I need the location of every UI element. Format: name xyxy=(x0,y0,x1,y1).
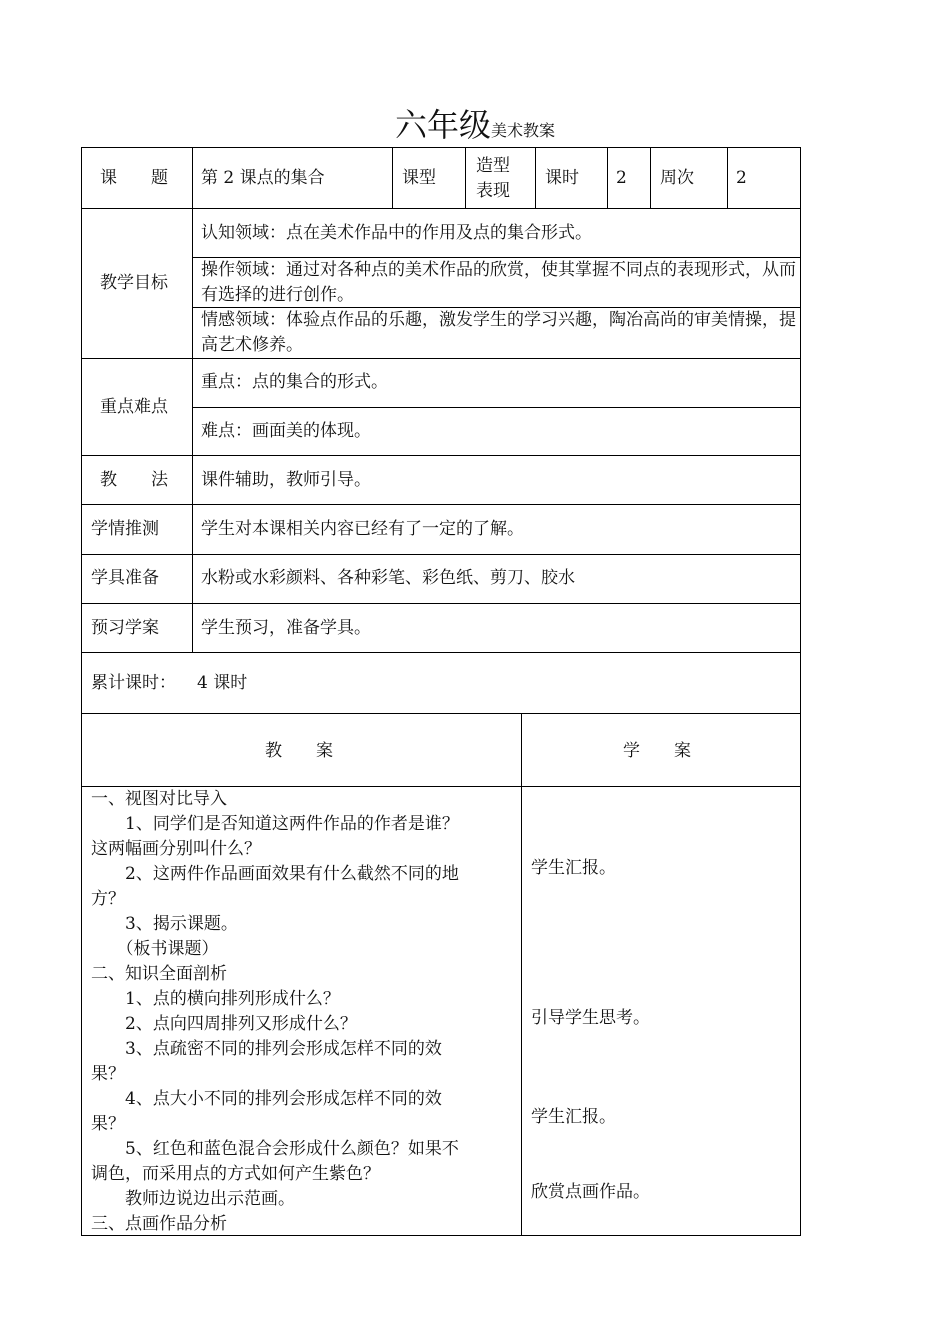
column-divider xyxy=(192,147,193,652)
row-divider xyxy=(81,713,801,714)
topic-label: 课 题 xyxy=(100,168,168,188)
row-divider xyxy=(81,208,801,209)
teacher-plan-header: 教 案 xyxy=(265,741,333,761)
row-divider xyxy=(81,455,801,456)
student-analysis-label: 学情推测 xyxy=(91,519,159,539)
student-plan-item: 欣赏点画作品。 xyxy=(531,1182,650,1202)
student-analysis-value: 学生对本课相关内容已经有了一定的了解。 xyxy=(201,519,524,539)
column-divider xyxy=(465,147,466,208)
hours-label: 课时 xyxy=(545,168,579,188)
objectives-label: 教学目标 xyxy=(100,273,168,293)
type-value-line2: 表现 xyxy=(476,181,510,201)
column-divider xyxy=(521,713,522,1236)
column-divider xyxy=(650,147,651,208)
preview-value: 学生预习，准备学具。 xyxy=(201,618,371,638)
grade-title: 六年级 xyxy=(394,106,491,144)
method-label: 教 法 xyxy=(100,470,168,490)
objective-operation: 操作领域：通过对各种点的美术作品的欣赏，使其掌握不同点的表现形式，从而有选择的进行创作。 xyxy=(201,260,796,305)
row-divider xyxy=(81,603,801,604)
objective-cognitive: 认知领域：点在美术作品中的作用及点的集合形式。 xyxy=(201,223,592,243)
week-label: 周次 xyxy=(660,168,694,188)
topic-value: 第 2 课点的集合 xyxy=(201,168,325,188)
page-title xyxy=(0,100,950,146)
row-divider xyxy=(81,554,801,555)
objective-emotion: 情感领域：体验点作品的乐趣，激发学生的学习兴趣，陶冶高尚的审美情操，提高艺术修养。 xyxy=(201,310,796,355)
row-divider xyxy=(81,504,801,505)
student-plan-header: 学 案 xyxy=(623,741,691,761)
row-divider xyxy=(192,407,801,408)
materials-label: 学具准备 xyxy=(91,568,159,588)
materials-value: 水粉或水彩颜料、各种彩笔、彩色纸、剪刀、胶水 xyxy=(201,568,575,588)
row-divider xyxy=(81,652,801,653)
column-divider xyxy=(727,147,728,208)
column-divider xyxy=(392,147,393,208)
type-value-line1: 造型 xyxy=(476,156,510,176)
preview-label: 预习学案 xyxy=(91,618,159,638)
difficulty: 难点：画面美的体现。 xyxy=(201,421,371,441)
type-label: 课型 xyxy=(402,168,436,188)
subtitle: 美术教案 xyxy=(491,121,556,140)
student-plan-item: 学生汇报。 xyxy=(531,1107,616,1127)
key-point: 重点：点的集合的形式。 xyxy=(201,372,388,392)
method-value: 课件辅助，教师引导。 xyxy=(201,470,371,490)
row-divider xyxy=(81,358,801,359)
week-value: 2 xyxy=(736,168,747,188)
key-points-label: 重点难点 xyxy=(100,397,168,417)
student-plan-item: 学生汇报。 xyxy=(531,858,616,878)
student-plan-item: 引导学生思考。 xyxy=(531,1008,650,1028)
cumulative-value: 4 课时 xyxy=(197,673,248,693)
cumulative-label: 累计课时： xyxy=(91,673,176,693)
column-divider xyxy=(535,147,536,208)
teacher-plan-body: 一、视图对比导入 1、同学们是否知道这两件作品的作者是谁？ 这两幅画分别叫什么？ 2、这两件作品画面效果有什么截然不同的地 方？ 3、揭示课题。 （板书课题） 二、知识全面剖析 1、点的横向排列形成什么？ 2、点向四周排列又形成什么？ 3、点疏密不同的排列会形成怎样不同的效 果？ 4、点大小不同的排列会形成怎样不同的效 果？ 5、红色和蓝色混合会形成什么颜色？如果不 调色，而采用点的方式如何产生紫色？ 教师边说边出示范画。 三、点画作品分析 xyxy=(91,789,459,1234)
column-divider xyxy=(607,147,608,208)
hours-value: 2 xyxy=(616,168,627,188)
